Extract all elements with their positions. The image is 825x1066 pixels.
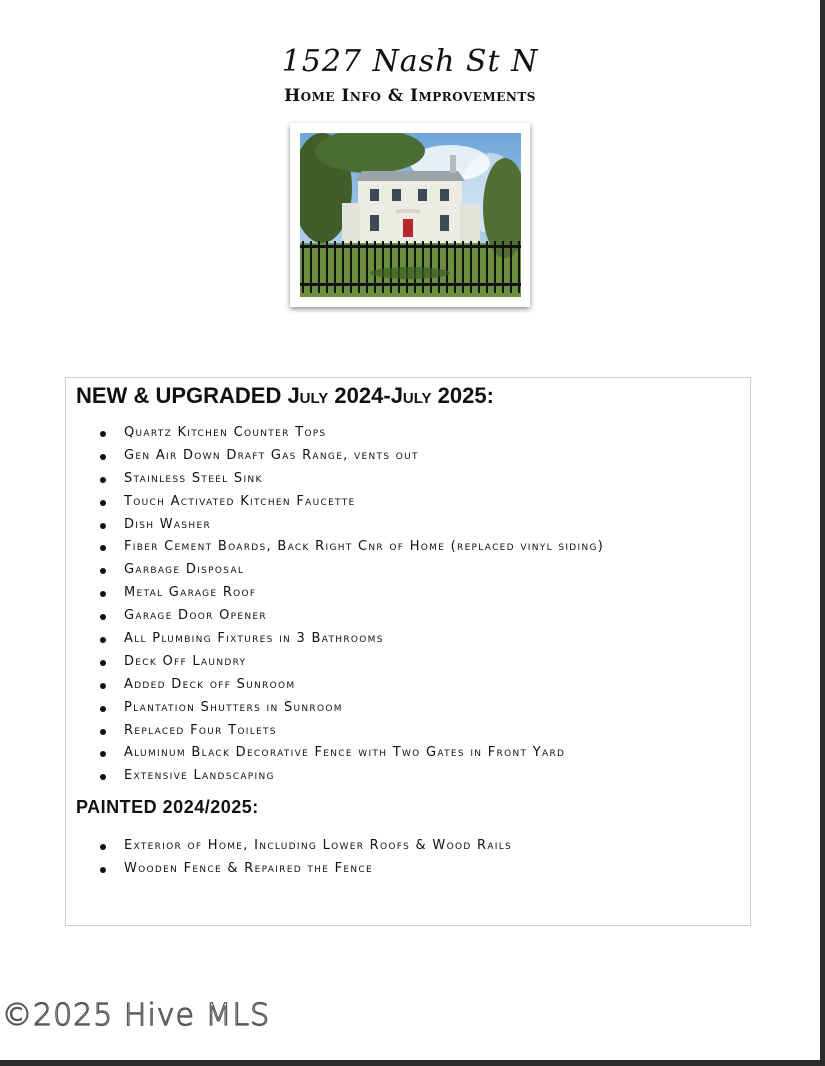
mls-watermark: ©2025 Hive MLS: [2, 998, 271, 1033]
list-item: Metal Garage Roof: [66, 582, 604, 605]
list-item: Garbage Disposal: [66, 559, 604, 582]
list-item: Aluminum Black Decorative Fence with Two Gates in Front Yard: [66, 742, 604, 765]
list-item: Fiber Cement Boards, Back Right Cnr of Home (replaced vinyl siding): [66, 536, 604, 559]
list-item: Plantation Shutters in Sunroom: [66, 697, 604, 720]
list-item: Replaced Four Toilets: [66, 720, 604, 743]
list-item: Dish Washer: [66, 514, 604, 537]
list-item: Touch Activated Kitchen Faucette: [66, 491, 604, 514]
property-address: 1527 Nash St N: [281, 44, 539, 79]
list-item: All Plumbing Fixtures in 3 Bathrooms: [66, 628, 604, 651]
painted-heading: PAINTED 2024/2025:: [76, 797, 259, 817]
list-item: Quartz Kitchen Counter Tops: [66, 422, 604, 445]
list-item: Deck Off Laundry: [66, 651, 604, 674]
list-item: Wooden Fence & Repaired the Fence: [66, 858, 512, 881]
page-subtitle: Home Info & Improvements: [284, 86, 536, 106]
list-item: Stainless Steel Sink: [66, 468, 604, 491]
house-photo-icon: [300, 133, 521, 297]
page-edge-bottom: [0, 1060, 825, 1066]
house-photo-frame: [290, 123, 530, 307]
list-item: Extensive Landscaping: [66, 765, 604, 788]
list-item: Added Deck off Sunroom: [66, 674, 604, 697]
list-item: Garage Door Opener: [66, 605, 604, 628]
list-item: Gen Air Down Draft Gas Range, vents out: [66, 445, 604, 468]
upgrades-heading: NEW & UPGRADED July 2024-July 2025:: [76, 383, 494, 408]
painted-list: [66, 835, 512, 881]
page-edge-right: [820, 0, 825, 1066]
improvements-box: [65, 377, 751, 926]
list-item: Exterior of Home, Including Lower Roofs & Wood Rails: [66, 835, 512, 858]
upgrades-list: [66, 422, 604, 788]
